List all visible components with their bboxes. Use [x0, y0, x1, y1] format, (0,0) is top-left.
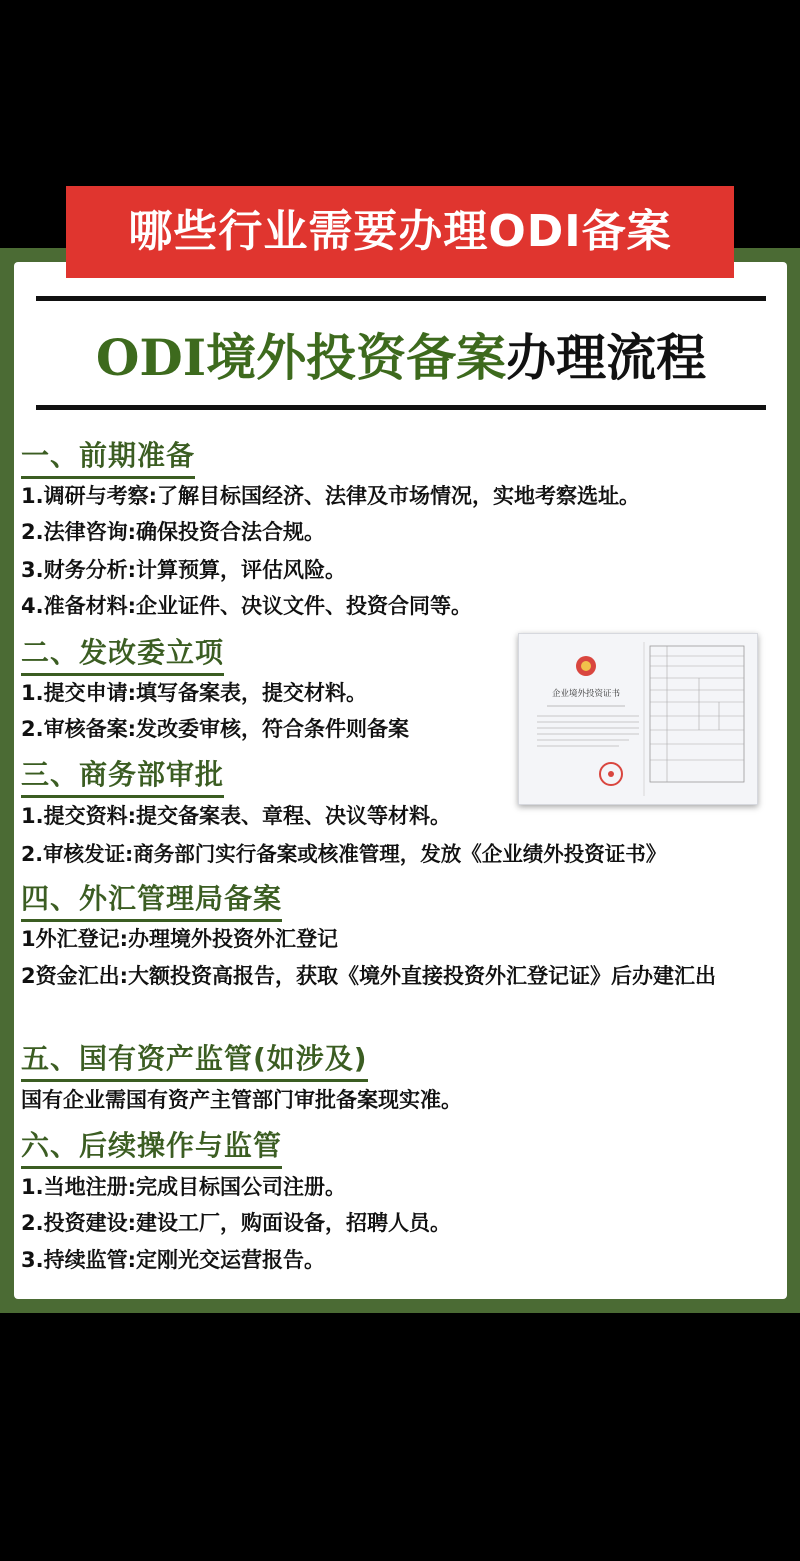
section-line: 1.调研与考察:了解目标国经济、法律及市场情况，实地考察选址。 — [21, 484, 640, 508]
section-line: 3.财务分析:计算预算，评估风险。 — [21, 558, 346, 582]
top-banner: 哪些行业需要办理ODI备案 — [66, 186, 734, 278]
section-line: 国有企业需国有资产主管部门审批备案现实准。 — [21, 1088, 462, 1112]
section-heading-followup: 六、后续操作与监管 — [21, 1129, 282, 1169]
section-line: 1.提交资料:提交备案表、章程、决议等材料。 — [21, 804, 451, 828]
section-line: 2.审核备案:发改委审核，符合条件则备案 — [21, 717, 409, 741]
section-line: 3.持续监管:定刚光交运营报告。 — [21, 1248, 325, 1272]
section-heading-commerce: 三、商务部审批 — [21, 758, 224, 798]
section-heading-forex: 四、外汇管理局备案 — [21, 882, 282, 922]
section-line: 1外汇登记:办理境外投资外汇登记 — [21, 927, 339, 951]
bottom-rule — [36, 405, 766, 410]
section-line: 1.当地注册:完成目标国公司注册。 — [21, 1175, 346, 1199]
section-heading-state-assets: 五、国有资产监管(如涉及) — [21, 1042, 368, 1082]
section-line: 2.法律咨询:确保投资合法合规。 — [21, 520, 325, 544]
page-title — [36, 318, 766, 398]
section-heading-prep: 一、前期准备 — [21, 439, 195, 479]
title-black-part: 办理流程 — [506, 328, 707, 387]
top-rule — [36, 296, 766, 301]
form-table — [650, 646, 744, 782]
section-line: 2.审核发证:商务部门实行备案或核准管理，发放《企业绩外投资证书》 — [21, 842, 667, 866]
section-line: 4.准备材料:企业证件、决议文件、投资合同等。 — [21, 594, 472, 618]
section-line: 2资金汇出:大额投资高报告，获取《境外直接投资外汇登记证》后办建汇出 — [21, 964, 717, 988]
certificate-drawing — [519, 634, 757, 804]
certificate-title: 企业境外投资证书 — [551, 689, 621, 699]
section-line: 1.提交申请:填写备案表，提交材料。 — [21, 681, 367, 705]
certificate-image — [518, 633, 758, 805]
section-heading-ndrc: 二、发改委立项 — [21, 636, 224, 676]
title-green-part: ODI境外投资备案 — [95, 328, 507, 387]
section-line: 2.投资建设:建设工厂，购面设备，招聘人员。 — [21, 1211, 451, 1235]
